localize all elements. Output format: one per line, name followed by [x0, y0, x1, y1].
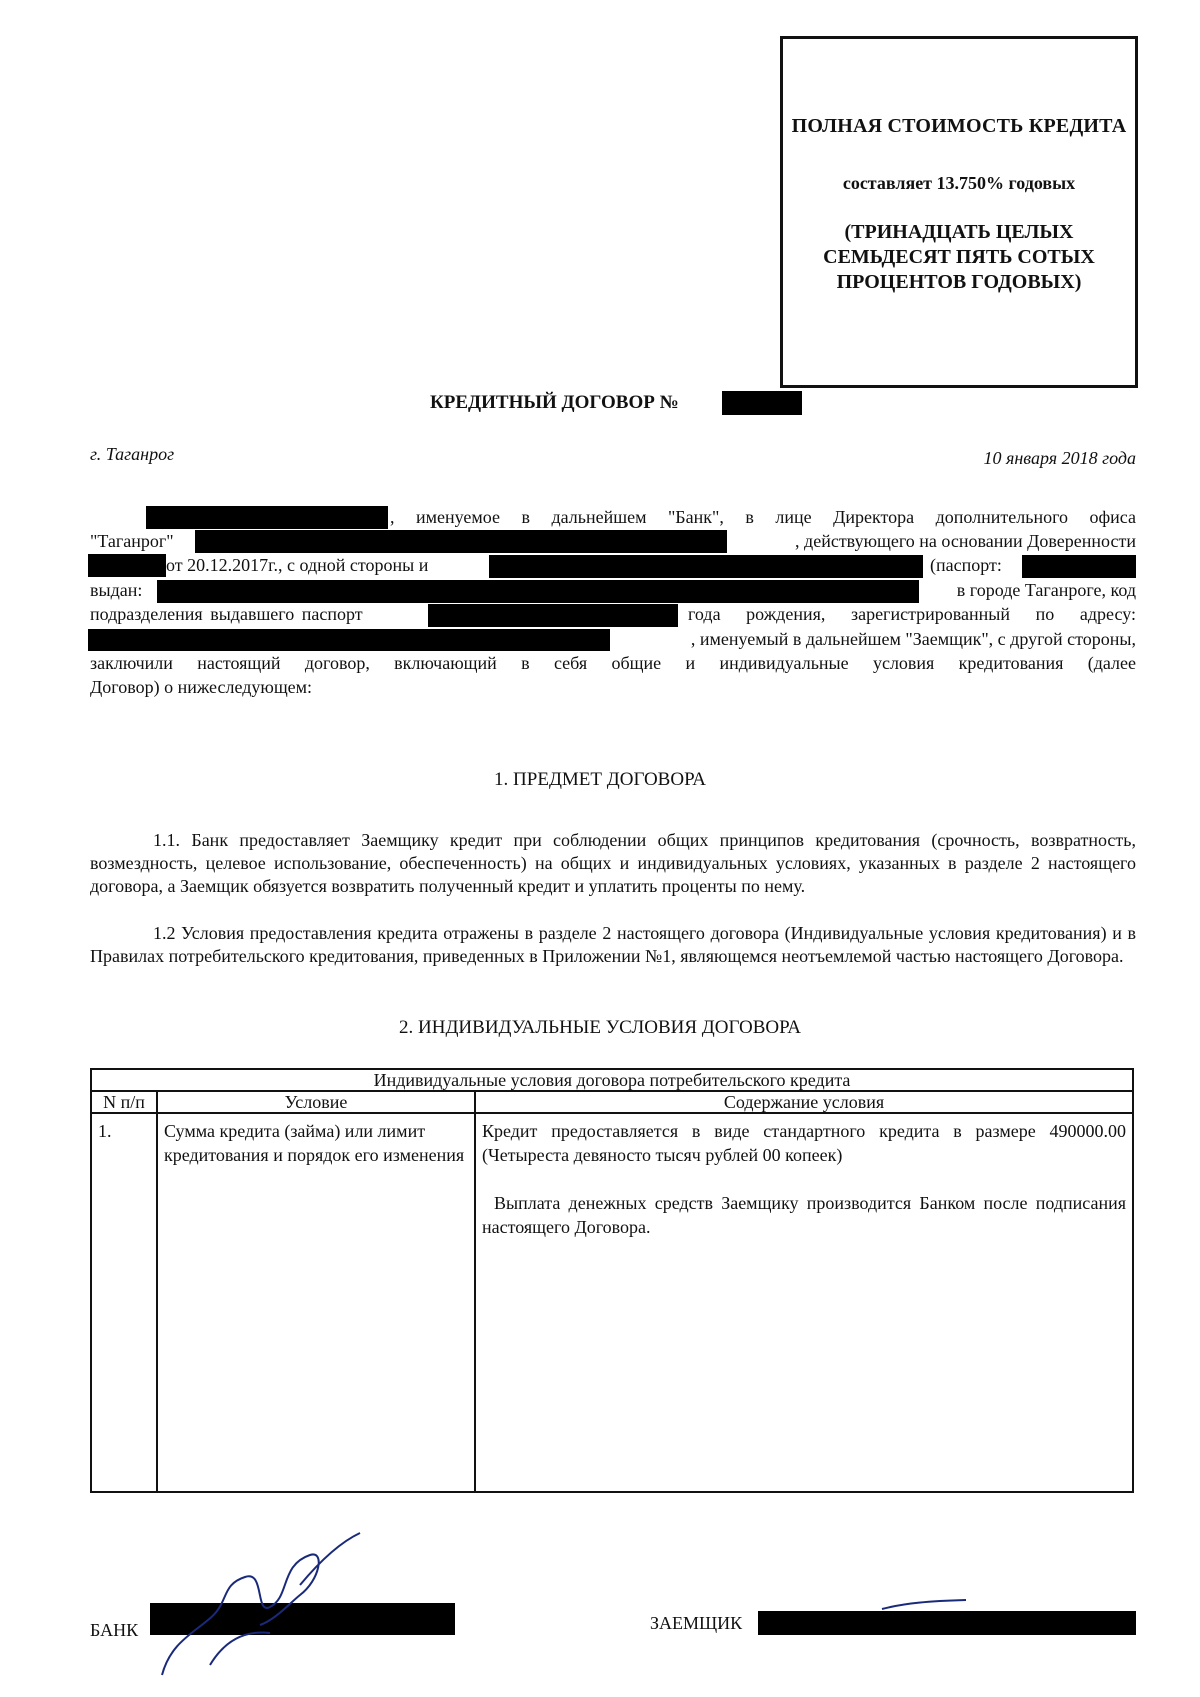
row-condition: Сумма кредита (займа) или лимит кредитования и порядок его изменения	[157, 1113, 475, 1492]
redacted-power-of-attorney-number	[88, 554, 166, 577]
redacted-director-name	[195, 530, 727, 553]
row-content-paragraph-1: Кредит предоставляется в виде стандартного кредита в размере 490000.00 (Четыреста девяносто тысяч рублей 00 копеек)	[482, 1121, 1127, 1165]
table-row	[91, 1113, 1133, 1492]
borrower-signature-mark	[880, 1595, 970, 1615]
clause-1-2: 1.2 Условия предоставления кредита отражены в разделе 2 настоящего договора (Индивидуальные условия кредитования) и в Правилах потребительского кредитования, приведенных в Приложении №1, являющемся неотъемлемой частью настоящего Договора.	[90, 923, 1136, 966]
column-header-content: Содержание условия	[475, 1091, 1133, 1113]
intro-line-2a: "Таганрог"	[90, 531, 174, 551]
redacted-passport-issuer	[157, 580, 919, 603]
redacted-contract-number	[722, 391, 802, 415]
intro-line-5a: подразделения выдавшего паспорт	[90, 604, 363, 624]
intro-line-6: , именуемый в дальнейшем "Заемщик", с другой стороны,	[690, 629, 1136, 649]
redacted-passport-number	[1022, 555, 1136, 578]
column-header-condition: Условие	[157, 1091, 475, 1113]
column-header-number: N п/п	[91, 1091, 157, 1113]
row-content-paragraph-2: Выплата денежных средств Заемщику производится Банком после подписания настоящего Договора.	[482, 1193, 1127, 1237]
redacted-borrower-name	[489, 555, 923, 578]
section-2-heading: 2. ИНДИВИДУАЛЬНЫЕ УСЛОВИЯ ДОГОВОРА	[399, 1017, 801, 1038]
individual-conditions-table	[90, 1068, 1134, 1493]
redacted-bank-name	[146, 506, 388, 529]
contract-date: 10 января 2018 года	[983, 448, 1136, 468]
row-number: 1.	[91, 1113, 157, 1492]
row-content	[475, 1113, 1133, 1492]
intro-line-8: Договор) о нижеследующем:	[90, 677, 313, 697]
contract-city: г. Таганрог	[90, 444, 175, 464]
intro-line-2b: , действующего на основании Доверенности	[795, 531, 1136, 551]
full-cost-box	[780, 36, 1138, 388]
intro-line-3a: от 20.12.2017г., с одной стороны и	[166, 555, 429, 575]
intro-line-4b: в городе Таганроге, код	[956, 580, 1136, 600]
contract-title: КРЕДИТНЫЙ ДОГОВОР №	[430, 392, 679, 413]
table-header-row	[91, 1091, 1133, 1113]
intro-line-7: заключили настоящий договор, включающий в себя общие и индивидуальные условия кредитования (далее	[90, 653, 1136, 673]
intro-line-1: , именуемое в дальнейшем "Банк", в лице Директора дополнительного офиса	[390, 507, 1136, 527]
intro-line-3b: (паспорт:	[930, 555, 1002, 575]
table-title-row	[91, 1069, 1133, 1091]
full-cost-rate: составляет 13.750% годовых	[842, 173, 1076, 193]
section-1-heading: 1. ПРЕДМЕТ ДОГОВОРА	[494, 769, 706, 790]
redacted-address	[88, 629, 610, 651]
full-cost-words: (ТРИНАДЦАТЬ ЦЕЛЫХ СЕМЬДЕСЯТ ПЯТЬ СОТЫХ ПРОЦЕНТОВ ГОДОВЫХ)	[823, 221, 1095, 293]
redacted-birth-date	[428, 604, 678, 627]
table-title: Индивидуальные условия договора потребительского кредита	[91, 1069, 1133, 1091]
full-cost-title: ПОЛНАЯ СТОИМОСТЬ КРЕДИТА	[791, 115, 1127, 137]
intro-line-4a: выдан:	[90, 580, 143, 600]
borrower-signature-label: ЗАЕМЩИК	[650, 1613, 743, 1633]
bank-signature-label: БАНК	[90, 1620, 139, 1640]
clause-1-1: 1.1. Банк предоставляет Заемщику кредит при соблюдении общих принципов кредитования (срочность, возвратность, возмездность, целевое использование, обеспеченность) на общих и индивидуальных условиях, указанных в разделе 2 настоящего договора, а Заемщик обязуется возвратить полученный кредит и уплатить проценты по нему.	[90, 830, 1136, 896]
intro-line-5b: года рождения, зарегистрированный по адресу:	[688, 604, 1136, 624]
bank-signature-scribble	[150, 1525, 370, 1685]
